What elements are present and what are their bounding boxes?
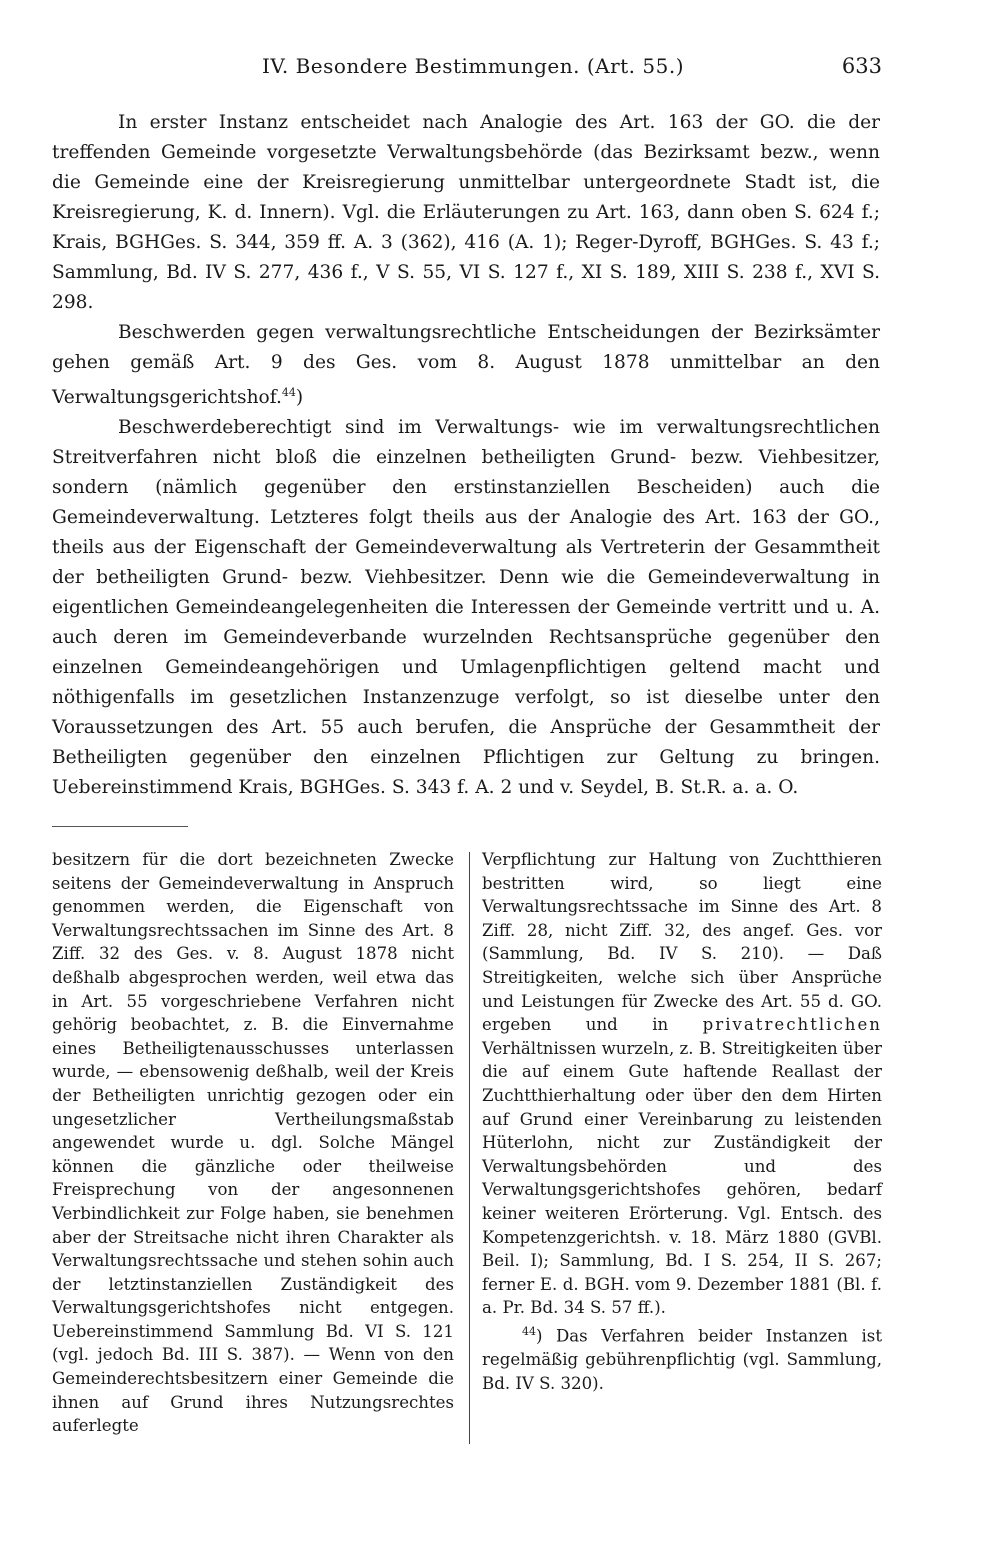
footnote-separator — [52, 826, 188, 827]
footnote-right-part-b: Verhältnissen wurzeln, z. B. Streitigkeiten über die auf einem Gute haftende Reallast der Zuchtthierhaltung oder über den dem Hirten auf Grund einer Vereinbarung zu leistenden Hüterlohn, nicht zur Zuständigkeit der Verwaltungsbehörden und des Verwaltungsgerichtshofes gehören, bedarf keiner weiteren Erörterung. Vgl. Entsch. des Kompetenzgerichtsh. v. 18. März 1880 (GVBl. Beil. I); Sammlung, Bd. I S. 254, II S. 267; ferner E. d. BGH. vom 9. Dezember 1881 (Bl. f. a. Pr. Bd. 34 S. 57 ff.). — [482, 1038, 882, 1318]
footnote-reference-paren: ) — [295, 387, 304, 409]
main-text — [52, 108, 880, 803]
paragraph-standing: Beschwerdeberechtigt sind im Verwaltungs- wie im verwaltungsrechtlichen Streitverfahren nicht bloß die einzelnen betheiligten Grund- bezw. Viehbesitzer, sondern (nämlich gegenüber den erstinstanziellen Bescheiden) auch die Gemeindeverwaltung. Letzteres folgt theils aus der Analogie des Art. 163 der GO., theils aus der Eigenschaft der Gemeindeverwaltung als Vertreterin der Gesammtheit der betheiligten Grund- bezw. Viehbesitzer. Denn wie die Gemeindeverwaltung in eigentlichen Gemeindeangelegenheiten die Interessen der Gemeinde vertritt und u. A. auch deren im Gemeindeverbande wurzelnden Rechtsansprüche gegenüber den einzelnen Gemeindeangehörigen und Umlagenpflichtigen geltend macht und nöthigenfalls im gesetzlichen Instanzenzuge verfolgt, so ist dieselbe unter den Voraussetzungen des Art. 55 auch berufen, die Ansprüche der Gesammtheit der Betheiligten gegenüber den einzelnen Pflichtigen zur Geltung zu bringen. Uebereinstimmend Krais, BGHGes. S. 343 f. A. 2 und v. Seydel, B. St.R. a. a. O. — [52, 417, 880, 799]
footnote-right-part-a: Verpflichtung zur Haltung von Zuchtthieren bestritten wird, so liegt eine Verwaltungsrechtssache im Sinne des Art. 8 Ziff. 28, nicht Ziff. 32, des angef. Ges. vor (Sammlung, Bd. IV S. 210). — Daß Streitigkeiten, welche sich über Ansprüche und Leistungen für Zwecke des Art. 55 d. GO. ergeben und in — [482, 850, 882, 1035]
paragraph-complaints — [52, 318, 880, 413]
footnote-44 — [482, 1320, 882, 1395]
footnote-column-right — [482, 848, 882, 1395]
footnote-continuation-left: besitzern für die dort bezeichneten Zwecke seitens der Gemeindeverwaltung in Anspruch genommen werden, die Eigenschaft von Verwaltungsrechtssachen im Sinne des Art. 8 Ziff. 32 des Ges. v. 8. August 1878 nicht deßhalb abgesprochen werden, weil etwa das in Art. 55 vorgeschriebene Verfahren nicht gehörig beobachtet, z. B. die Einvernahme eines Betheiligtenausschusses unterlassen wurde, — ebensowenig deßhalb, weil der Kreis der Betheiligten unrichtig gezogen oder ein ungesetzlicher Vertheilungsmaßstab angewendet wurde u. dgl. Solche Mängel können die gänzliche oder theilweise Freisprechung von der angesonnenen Verbindlichkeit zur Folge haben, sie benehmen aber der Streitsache nicht ihren Charakter als Verwaltungsrechtssache und stehen sohin auch der letztinstanziellen Zuständigkeit des Verwaltungsgerichtshofes nicht entgegen. Uebereinstimmend Sammlung Bd. VI S. 121 (vgl. jedoch Bd. III S. 387). — Wenn von den Gemeinderechtsbesitzern einer Gemeinde die ihnen auf Grund ihres Nutzungsrechtes auferlegte — [52, 850, 454, 1436]
paragraph-first-instance: In erster Instanz entscheidet nach Analogie des Art. 163 der GO. die der treffenden Gemeinde vorgesetzte Verwaltungsbehörde (das Bezirksamt bezw., wenn die Gemeinde eine der Kreisregierung unmittelbar untergeordnete Stadt ist, die Kreisregierung, K. d. Innern). Vgl. die Erläuterungen zu Art. 163, dann oben S. 624 f.; Krais, BGHGes. S. 344, 359 ff. A. 3 (362), 416 (A. 1); Reger-Dyroff, BGHGes. S. 43 f.; Sammlung, Bd. IV S. 277, 436 f., V S. 55, VI S. 127 f., XI S. 189, XIII S. 238 f., XVI S. 298. — [52, 112, 880, 313]
column-divider — [469, 852, 470, 1444]
footnote-column-left — [52, 848, 454, 1438]
page-number: 633 — [841, 54, 882, 78]
page-header — [52, 54, 880, 88]
footnote-continuation-right — [482, 848, 882, 1320]
paragraph-complaints-text: Beschwerden gegen verwaltungsrechtliche Entscheidungen der Bezirksämter gehen gemäß Art. 9 des Ges. vom 8. August 1878 unmittelbar an den Verwaltungsgerichtshof. — [52, 322, 880, 409]
footnote-right-emphasis: privatrechtlichen — [702, 1015, 882, 1035]
footnote-44-mark: 44 — [522, 1324, 536, 1338]
footnote-reference-44: 44 — [281, 386, 296, 399]
footnote-44-text: ) Das Verfahren beider Instanzen ist regelmäßig gebührenpflichtig (vgl. Sammlung, Bd. IV S. 320). — [482, 1326, 882, 1393]
running-title: IV. Besondere Bestimmungen. (Art. 55.) — [262, 54, 684, 78]
